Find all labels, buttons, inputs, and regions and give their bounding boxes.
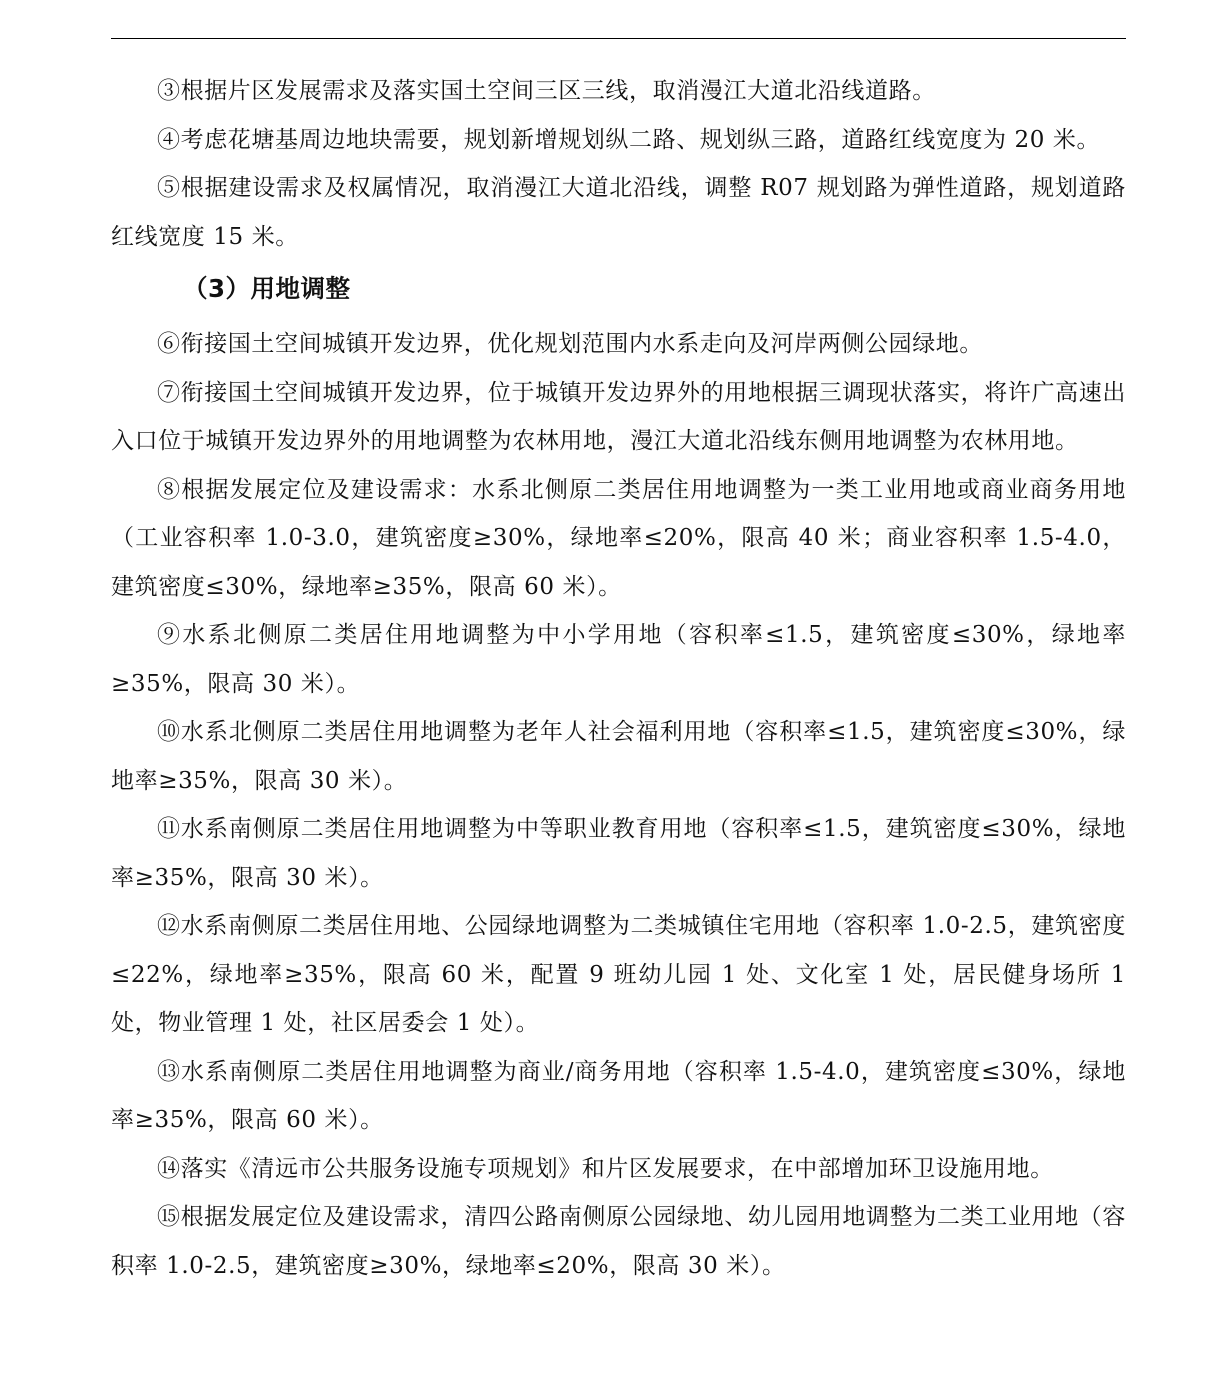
paragraph-15: ⑮根据发展定位及建设需求，清四公路南侧原公园绿地、幼儿园用地调整为二类工业用地（容积率 1.0-2.5，建筑密度≥30%，绿地率≤20%，限高 30 米）。 [111, 1204, 1126, 1279]
paragraph-5: ⑤根据建设需求及权属情况，取消漫江大道北沿线，调整 R07 规划路为弹性道路，规划道路红线宽度 15 米。 [111, 175, 1126, 250]
document-body [111, 67, 1126, 1290]
header-rule [111, 38, 1126, 39]
paragraph-6: ⑥衔接国土空间城镇开发边界，优化规划范围内水系走向及河岸两侧公园绿地。 [157, 331, 983, 357]
paragraph-8: ⑧根据发展定位及建设需求：水系北侧原二类居住用地调整为一类工业用地或商业商务用地（工业容积率 1.0-3.0，建筑密度≥30%，绿地率≤20%，限高 40 米；商业容积率 1.5-4.0，建筑密度≤30%，绿地率≥35%，限高 60 米）。 [111, 476, 1126, 600]
section-heading: （3）用地调整 [183, 274, 351, 303]
paragraph-4: ④考虑花塘基周边地块需要，规划新增规划纵二路、规划纵三路，道路红线宽度为 20 米。 [157, 126, 1101, 153]
paragraph-7: ⑦衔接国土空间城镇开发边界，位于城镇开发边界外的用地根据三调现状落实，将许广高速出入口位于城镇开发边界外的用地调整为农林用地，漫江大道北沿线东侧用地调整为农林用地。 [111, 379, 1126, 454]
paragraph-3: ③根据片区发展需求及落实国土空间三区三线，取消漫江大道北沿线道路。 [157, 78, 936, 104]
paragraph-9: ⑨水系北侧原二类居住用地调整为中小学用地（容积率≤1.5，建筑密度≤30%，绿地率≥35%，限高 30 米）。 [111, 622, 1126, 697]
paragraph-14: ⑭落实《清远市公共服务设施专项规划》和片区发展要求，在中部增加环卫设施用地。 [157, 1155, 1054, 1182]
paragraph-12: ⑫水系南侧原二类居住用地、公园绿地调整为二类城镇住宅用地（容积率 1.0-2.5，建筑密度≤22%，绿地率≥35%，限高 60 米，配置 9 班幼儿园 1 处、文化室 1 处，居民健身场所 1 处，物业管理 1 处，社区居委会 1 处）。 [111, 913, 1126, 1036]
paragraph-13: ⑬水系南侧原二类居住用地调整为商业/商务用地（容积率 1.5-4.0，建筑密度≤30%，绿地率≥35%，限高 60 米）。 [111, 1058, 1126, 1133]
paragraph-11: ⑪水系南侧原二类居住用地调整为中等职业教育用地（容积率≤1.5，建筑密度≤30%，绿地率≥35%，限高 30 米）。 [111, 816, 1126, 891]
paragraph-10: ⑩水系北侧原二类居住用地调整为老年人社会福利用地（容积率≤1.5，建筑密度≤30%，绿地率≥35%，限高 30 米）。 [111, 719, 1126, 794]
